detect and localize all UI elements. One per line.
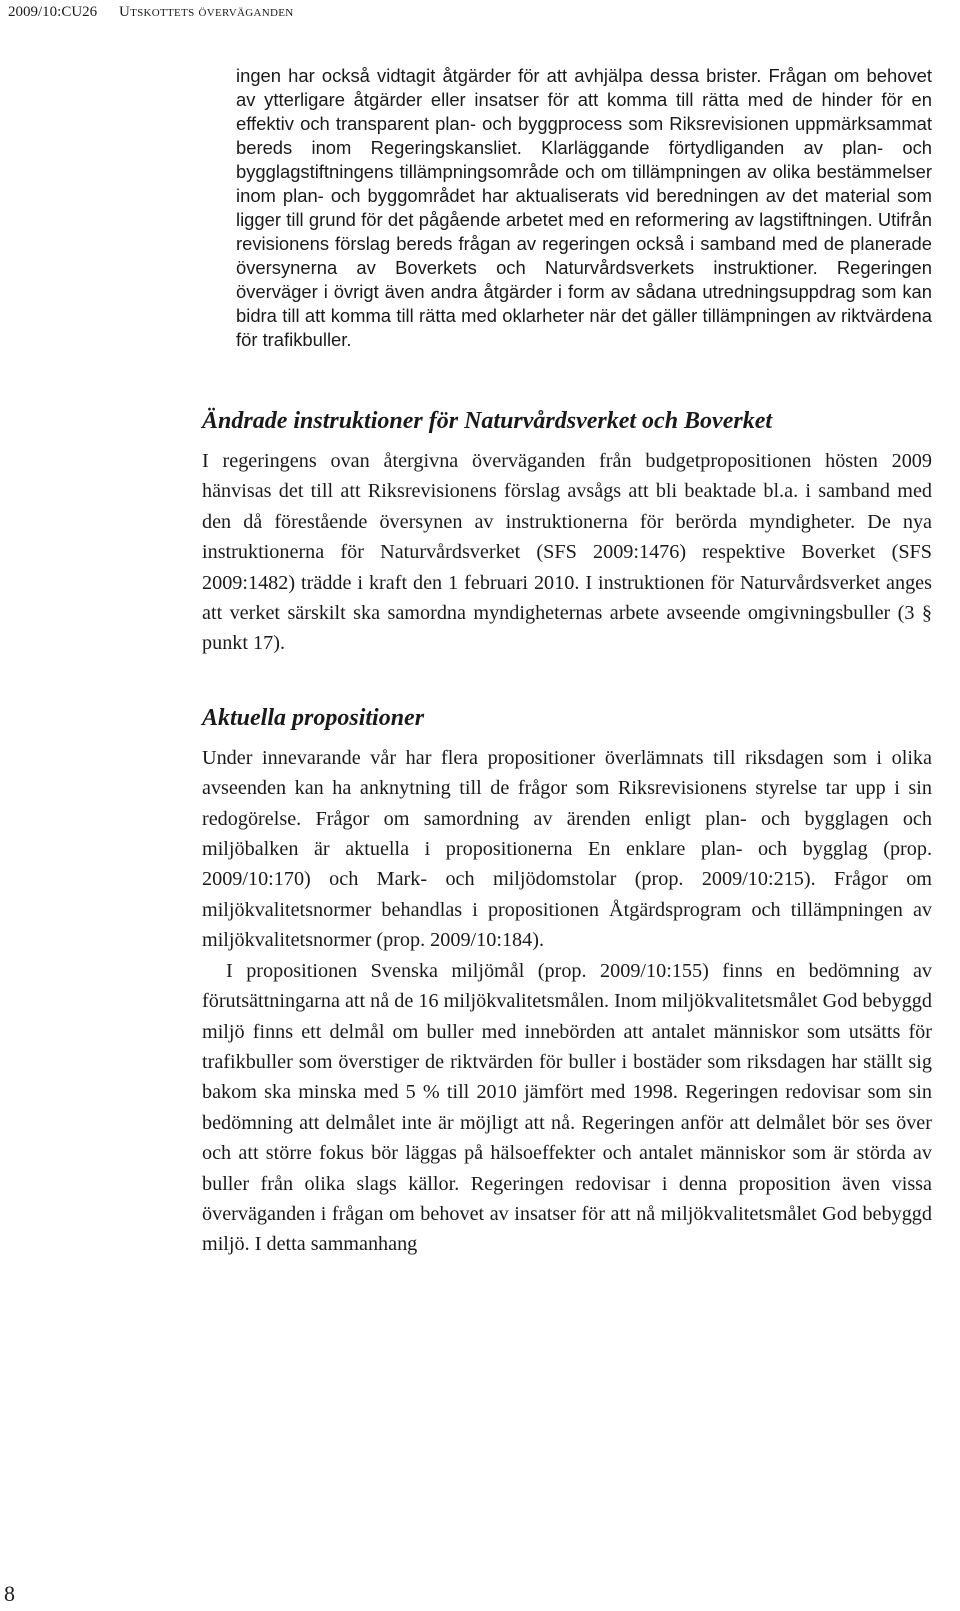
section-title: Utskottets överväganden — [118, 4, 294, 20]
heading-current-propositions: Aktuella propositioner — [202, 704, 425, 731]
page-number: 8 — [4, 1581, 15, 1606]
running-header — [8, 4, 294, 21]
heading-changed-instructions: Ändrade instruktioner för Naturvårdsverket och Boverket — [202, 408, 773, 434]
document-code: 2009/10:CU26 — [8, 4, 98, 20]
paragraph-instructions: I regeringens ovan återgivna överväganden från budgetpropositionen hösten 2009 hänvisas det till att Riksrevisionens förslag avsågs att bli beaktade bl.a. i samband med den då förestående översynen av instruktionerna för berörda myndigheter. De nya instruktionerna för Naturvårdsverket (SFS 2009:1476) respektive Boverket (SFS 2009:1482) trädde i kraft den 1 februari 2010. I instruktionen för Naturvårdsverket anges att verket särskilt ska samordna myndigheternas arbete avseende omgivningsbuller (3 § punkt 17). — [202, 450, 932, 655]
paragraph-quoted-assessment: ingen har också vidtagit åtgärder för att avhjälpa dessa brister. Frågan om behovet av ytterligare åtgärder eller insatser för att komma till rätta med de hinder för en effektiv och transparent plan- och byggprocess som Riksrevisionen uppmärksammat bereds inom Regeringskansliet. Klarläggande förtydliganden av plan- och bygglagstiftningens tillämpningsområde och om tillämpningen av olika bestämmelser inom plan- och byggområdet har aktualiserats vid beredningen av det material som ligger till grund för det pågående arbetet med en reformering av lagstiftningen. Utifrån revisionens förslag bereds frågan av regeringen också i samband med de planerade översynerna av Boverkets och Naturvårdsverkets instruktioner. Regeringen överväger i övrigt även andra åtgärder i form av sådana utredningsuppdrag som kan bidra till att komma till rätta med oklarheter när det gäller tillämpningen av riktvärdena för trafikbuller. — [236, 65, 932, 350]
paragraph-propositions: Under innevarande vår har flera propositioner överlämnats till riksdagen som i olika avseenden kan ha anknytning till de frågor som Riksrevisionens styrelse tar upp i sin redogörelse. Frågor om samordning av ärenden enligt plan- och bygglagen och miljöbalken är aktuella i propositionerna En enklare plan- och bygglag (prop. 2009/10:170) och Mark- och miljödomstolar (prop. 2009/10:215). Frågor om miljökvalitetsnormer behandlas i propositionen Åtgärdsprogram och tillämpningen av miljökvalitetsnormer (prop. 2009/10:184). — [202, 746, 932, 952]
page-body — [202, 64, 932, 1260]
paragraph-environmental-goals: I propositionen Svenska miljömål (prop. 2009/10:155) finns en bedömning av förutsättningarna att nå de 16 miljökvalitetsmålen. Inom miljökvalitetsmålet God bebyggd miljö finns ett delmål om buller med innebörden att antalet människor som utsätts för trafikbuller som överstiger de riktvärden för buller i bostäder som riksdagen har ställt sig bakom ska minska med 5 % till 2010 jämfört med 1998. Regeringen redovisar som sin bedömning att delmålet inte är möjligt att nå. Regeringen anför att delmålet bör ses över och att större fokus bör läggas på hälsoeffekter och antalet människor som är störda av buller från olika slags källor. Regeringen redovisar i denna proposition även vissa överväganden i frågan om behovet av insatser för att nå miljökvalitetsmålet God bebyggd miljö. I detta sammanhang — [202, 959, 932, 1256]
